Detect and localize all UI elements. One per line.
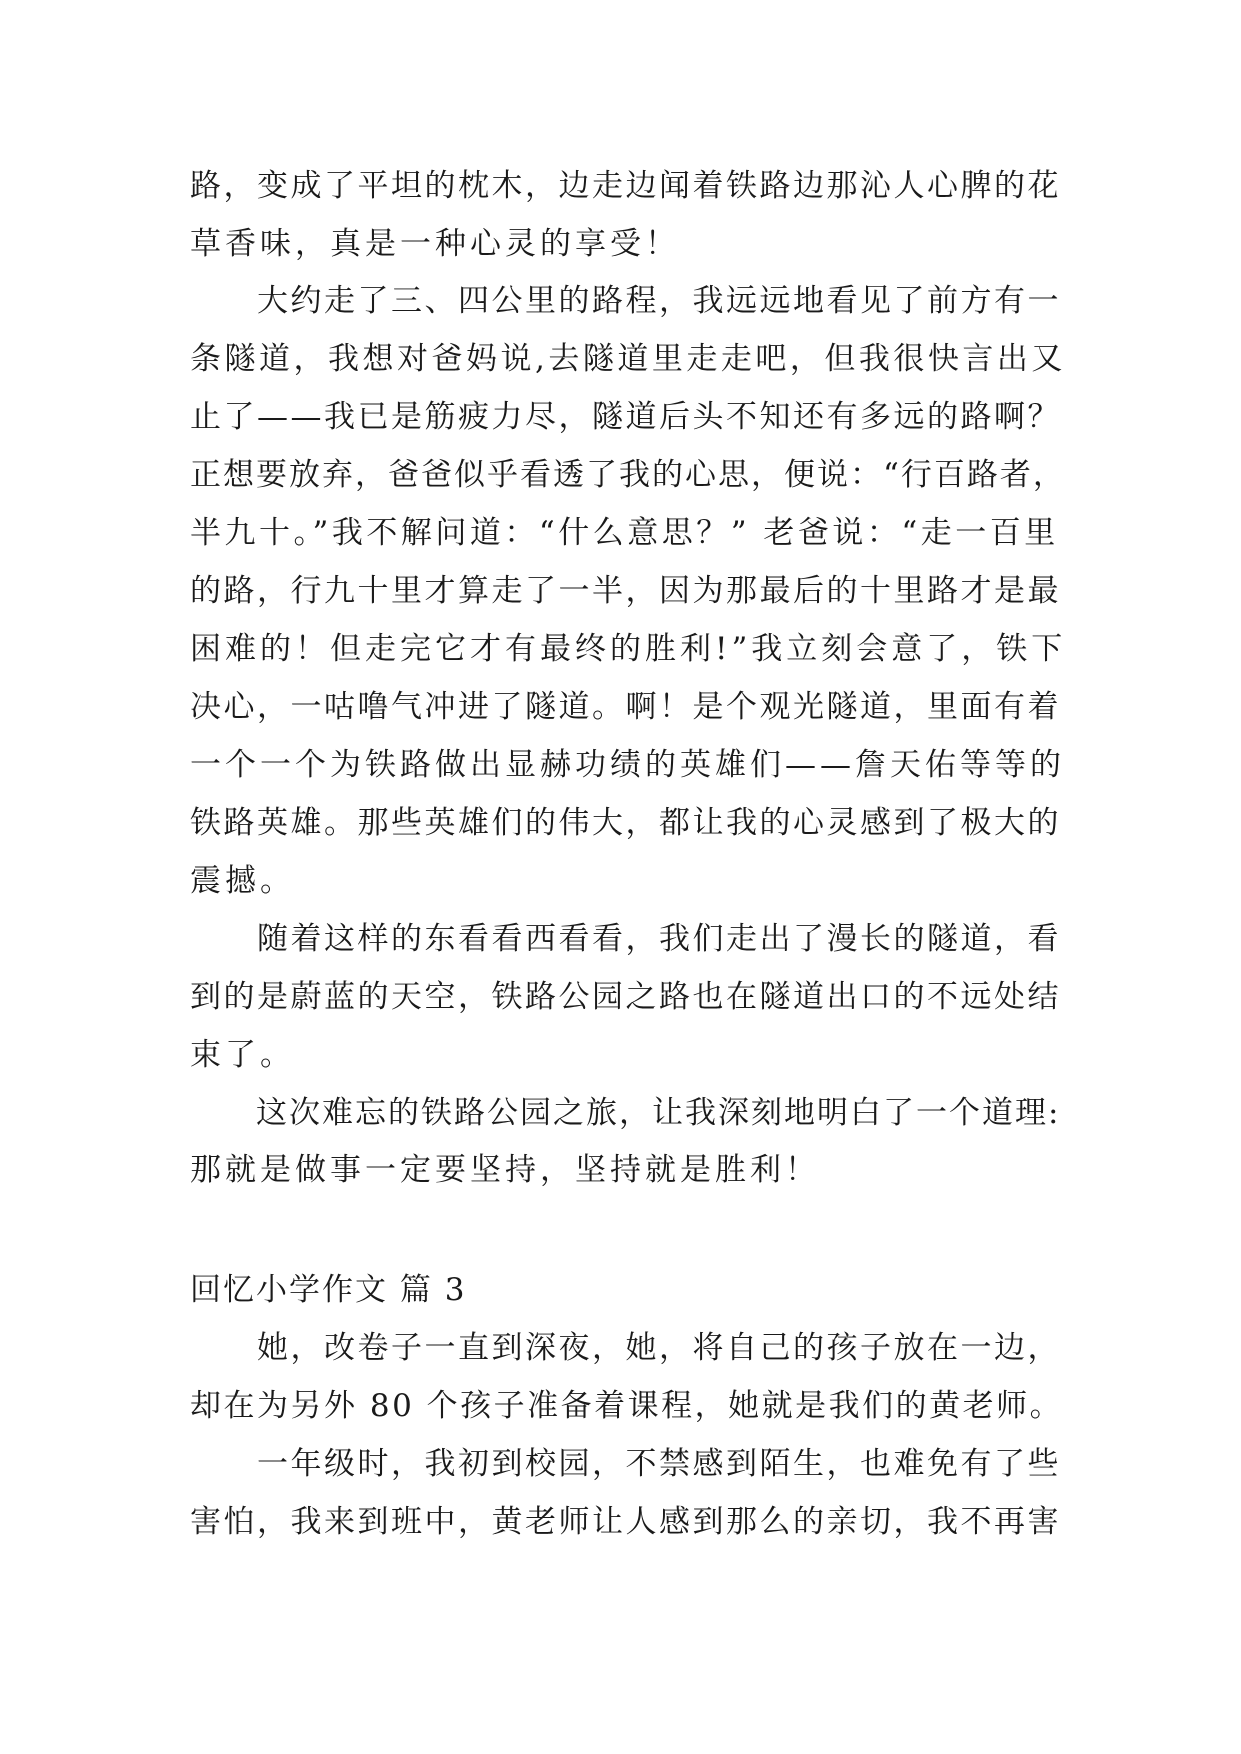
text-line: 路，变成了平坦的枕木，边走边闻着铁路边那沁人心脾的花 — [190, 168, 1061, 204]
text-line: 害怕，我来到班中，黄老师让人感到那么的亲切，我不再害 — [190, 1504, 1061, 1540]
text-line: 一年级时，我初到校园，不禁感到陌生，也难免有了些 — [190, 1446, 1061, 1482]
text-line: 却在为另外 80 个孩子准备着课程，她就是我们的黄老师。 — [190, 1388, 1064, 1424]
text-line: 止了——我已是筋疲力尽，隧道后头不知还有多远的路啊？ — [190, 399, 1061, 435]
text-line: 的路，行九十里才算走了一半，因为那最后的十里路才是最 — [190, 573, 1061, 609]
section-heading: 回忆小学作文 篇 3 — [190, 1272, 467, 1308]
text-line: 草香味，真是一种心灵的享受！ — [190, 226, 680, 262]
text-line: 困难的！但走完它才有最终的胜利!”我立刻会意了，铁下 — [190, 631, 1067, 667]
text-line: 到的是蔚蓝的天空，铁路公园之路也在隧道出口的不远处结 — [190, 979, 1061, 1015]
text-line: 一个一个为铁路做出显赫功绩的英雄们——詹天佑等等的 — [190, 747, 1065, 783]
text-line: 随着这样的东看看西看看，我们走出了漫长的隧道，看 — [190, 921, 1061, 957]
text-line: 正想要放弃，爸爸似乎看透了我的心思，便说：“行百路者， — [190, 457, 1066, 493]
text-line: 她，改卷子一直到深夜，她，将自己的孩子放在一边， — [190, 1330, 1061, 1366]
text-line: 条隧道，我想对爸妈说,去隧道里走走吧，但我很快言出又 — [190, 341, 1066, 377]
text-line: 震撼。 — [190, 863, 295, 899]
text-line: 大约走了三、四公里的路程，我远远地看见了前方有一 — [190, 283, 1061, 319]
text-line: 这次难忘的铁路公园之旅，让我深刻地明白了一个道理: — [190, 1095, 1061, 1131]
text-line: 那就是做事一定要坚持，坚持就是胜利！ — [190, 1152, 820, 1188]
text-line: 铁路英雄。那些英雄们的伟大，都让我的心灵感到了极大的 — [190, 805, 1061, 841]
text-line: 束了。 — [190, 1037, 295, 1073]
text-line: 决心，一咕噜气冲进了隧道。啊！是个观光隧道，里面有着 — [190, 689, 1061, 725]
text-line: 半九十。”我不解问道：“什么意思？” 老爸说：“走一百里 — [190, 515, 1059, 551]
